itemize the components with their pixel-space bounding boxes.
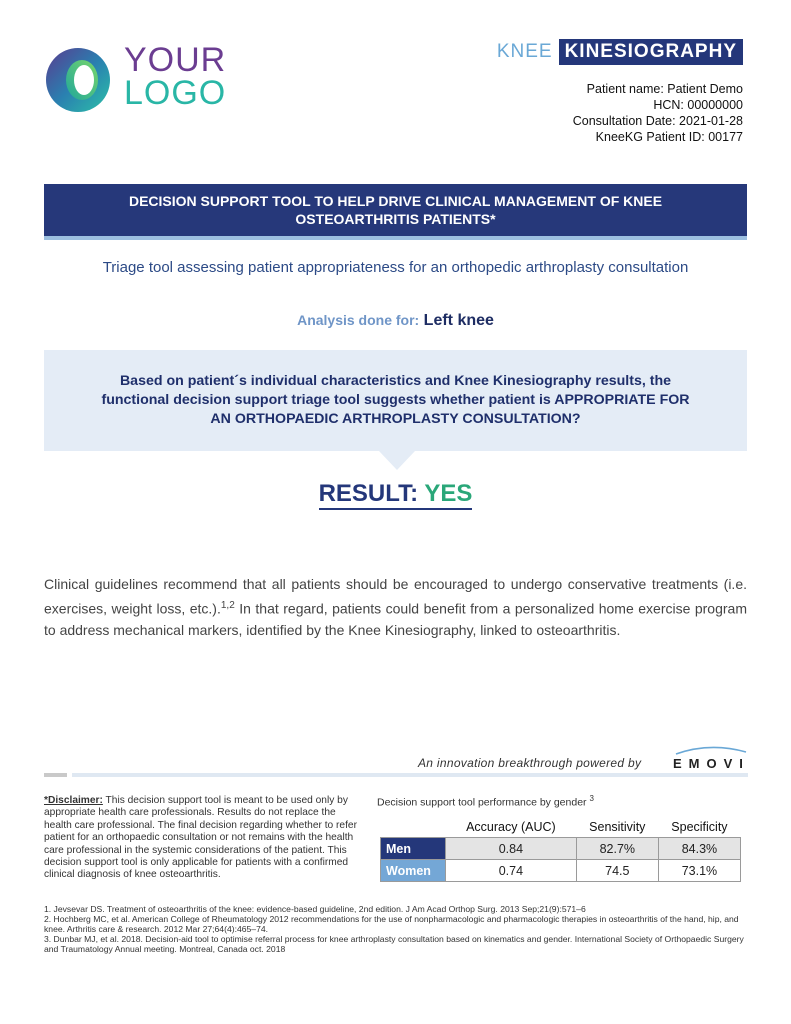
question-box — [44, 350, 747, 451]
guidelines-part-2: In that regard, patients could benefit from a personalized home exercise program to address mechanical markers, identified by the Knee Kinesiography, linked to osteoarthritis. — [44, 600, 747, 638]
row-label-women: Women — [381, 860, 446, 882]
table-header-sensitivity: Sensitivity — [589, 820, 646, 834]
emovi-logo-text: EMOVI — [673, 756, 750, 771]
logo-line-2: LOGO — [124, 74, 227, 112]
reference-item: 2. Hochberg MC, et al. American College of Rheumatology 2012 recommendations for the use of nonpharmacologic and pharmacologic therapies in osteoarthritis of the hand, hip, and knee. Arthritis care & research. 2012 Mar 27;64(4):465–74. — [44, 914, 739, 934]
performance-caption-sup: 3 — [589, 794, 594, 803]
cell-accuracy: 0.74 — [446, 860, 577, 882]
analysis-label: Analysis done for: — [297, 312, 420, 328]
patient-hcn: HCN: 00000000 — [653, 98, 743, 112]
guidelines-part-1: Clinical guidelines recommend that all patients should be encouraged to undergo conservative treatments (i.e. exercises, weight loss, etc.). — [44, 576, 747, 617]
cell-sensitivity: 82.7% — [576, 838, 658, 860]
performance-table — [380, 818, 741, 882]
brand-kinesiography: KINESIOGRAPHY — [559, 39, 743, 65]
subtitle: Triage tool assessing patient appropriateness for an orthopedic arthroplasty consultation — [102, 259, 689, 276]
table-row — [381, 838, 741, 860]
result-label: RESULT: — [318, 480, 419, 507]
cell-sensitivity: 74.5 — [576, 860, 658, 882]
question-arrow — [379, 451, 415, 470]
performance-caption — [377, 794, 594, 809]
logo-line-1: YOUR — [124, 41, 227, 79]
patient-info — [573, 81, 743, 145]
analysis-value: Left knee — [423, 312, 494, 329]
patient-id: KneeKG Patient ID: 00177 — [595, 130, 743, 144]
cell-specificity: 73.1% — [658, 860, 740, 882]
innovation-text: An innovation breakthrough powered by — [418, 756, 642, 770]
disclaimer — [44, 795, 359, 882]
divider-dark — [44, 773, 67, 777]
guidelines-sup: 1,2 — [220, 600, 235, 611]
result-value: YES — [424, 480, 473, 507]
reference-item: 3. Dunbar MJ, et al. 2018. Decision-aid tool to optimise referral process for knee arthroplasty consultation based on kinematics and gender. International Society of Orthopaedic Surgery and Traumatology Annual meeting. Montreal, Canada oct. 2018 — [44, 934, 744, 954]
question-text: Based on patient´s individual characteristics and Knee Kinesiography results, the functional decision support triage tool suggests whether patient is APPROPRIATE FOR AN ORTHOPAEDIC ARTHROPLASTY CONSULTATION? — [101, 373, 690, 427]
references — [44, 904, 748, 954]
performance-caption-text: Decision support tool performance by gender — [377, 796, 587, 809]
cell-specificity: 84.3% — [658, 838, 740, 860]
page-title: DECISION SUPPORT TOOL TO HELP DRIVE CLINICAL MANAGEMENT OF KNEE OSTEOARTHRITIS PATIENTS* — [128, 193, 663, 227]
table-row — [381, 860, 741, 882]
table-header-specificity: Specificity — [671, 820, 728, 834]
logo-mark-icon — [44, 46, 112, 114]
patient-name: Patient name: Patient Demo — [586, 82, 743, 96]
guidelines-paragraph — [44, 574, 747, 641]
brand-knee: KNEE — [496, 41, 553, 62]
consultation-date: Consultation Date: 2021-01-28 — [572, 114, 743, 128]
table-header-accuracy: Accuracy (AUC) — [466, 820, 556, 834]
cell-accuracy: 0.84 — [446, 838, 577, 860]
disclaimer-text: This decision support tool is meant to be used only by appropriate health care professionals. Results do not replace the health care professional. The final decision regarding whether to refer patient for an orthopaedic consultation or not remains with the health care professional in the systemic considerations of the patient. This decision support tool is only applicable for patients with a confirmed clinical diagnosis of knee osteoarthritis. — [44, 795, 357, 881]
logo-text — [124, 41, 227, 112]
reference-item: 1. Jevsevar DS. Treatment of osteoarthritis of the knee: evidence-based guideline, 2nd edition. J Am Acad Orthop Surg. 2013 Sep;21(9):571–6 — [44, 904, 586, 914]
title-banner — [44, 184, 747, 240]
divider-light — [72, 773, 748, 777]
analysis-line — [44, 312, 747, 330]
table-header-empty — [381, 818, 446, 838]
result-line — [44, 480, 747, 508]
disclaimer-label: *Disclaimer: — [44, 795, 103, 806]
brand-logo — [497, 40, 743, 64]
row-label-men: Men — [381, 838, 446, 860]
table-header-row — [381, 818, 741, 838]
